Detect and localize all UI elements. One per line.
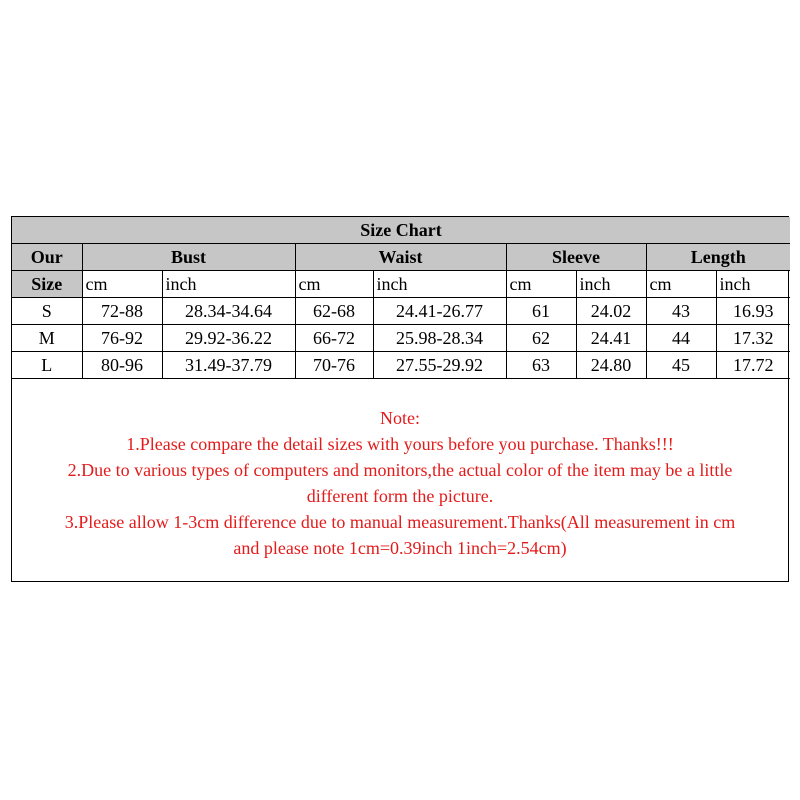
length-cm-cell: 44 bbox=[646, 325, 716, 352]
bust-inch-cell: 28.34-34.64 bbox=[162, 298, 295, 325]
note-line-2: 2.Due to various types of computers and monitors,the actual color of the item may be a little bbox=[67, 460, 733, 480]
sleeve-inch-cell: 24.02 bbox=[576, 298, 646, 325]
note-line-3-cont: and please note 1cm=0.39inch 1inch=2.54cm) bbox=[233, 538, 567, 558]
sleeve-cm-cell: 63 bbox=[506, 352, 576, 379]
note-line-1: 1.Please compare the detail sizes with yours before you purchase. Thanks!!! bbox=[126, 434, 674, 454]
unit-header: cm bbox=[295, 271, 373, 298]
size-chart bbox=[11, 216, 789, 582]
bust-inch-cell: 29.92-36.22 bbox=[162, 325, 295, 352]
unit-header: inch bbox=[576, 271, 646, 298]
length-header: Length bbox=[646, 244, 790, 271]
length-cm-cell: 45 bbox=[646, 352, 716, 379]
bust-cm-cell: 76-92 bbox=[82, 325, 162, 352]
table-row bbox=[12, 325, 790, 352]
waist-inch-cell: 25.98-28.34 bbox=[373, 325, 506, 352]
note-heading: Note: bbox=[380, 408, 420, 428]
unit-header: inch bbox=[162, 271, 295, 298]
unit-header: cm bbox=[506, 271, 576, 298]
unit-header: cm bbox=[82, 271, 162, 298]
bust-inch-cell: 31.49-37.79 bbox=[162, 352, 295, 379]
table-row bbox=[12, 298, 790, 325]
length-inch-cell: 16.93 bbox=[716, 298, 790, 325]
bust-header: Bust bbox=[82, 244, 295, 271]
waist-inch-cell: 27.55-29.92 bbox=[373, 352, 506, 379]
notes-block bbox=[12, 405, 788, 561]
waist-header: Waist bbox=[295, 244, 506, 271]
sleeve-inch-cell: 24.80 bbox=[576, 352, 646, 379]
unit-header: cm bbox=[646, 271, 716, 298]
table-row bbox=[12, 352, 790, 379]
size-label: L bbox=[12, 352, 82, 379]
unit-header: inch bbox=[716, 271, 790, 298]
size-label: S bbox=[12, 298, 82, 325]
waist-inch-cell: 24.41-26.77 bbox=[373, 298, 506, 325]
length-cm-cell: 43 bbox=[646, 298, 716, 325]
size-header-top: Our bbox=[12, 244, 82, 271]
sleeve-header: Sleeve bbox=[506, 244, 646, 271]
sleeve-inch-cell: 24.41 bbox=[576, 325, 646, 352]
length-inch-cell: 17.72 bbox=[716, 352, 790, 379]
unit-header: inch bbox=[373, 271, 506, 298]
waist-cm-cell: 66-72 bbox=[295, 325, 373, 352]
size-label: M bbox=[12, 325, 82, 352]
bust-cm-cell: 80-96 bbox=[82, 352, 162, 379]
size-header-bottom: Size bbox=[12, 271, 82, 298]
size-table bbox=[12, 217, 790, 379]
bust-cm-cell: 72-88 bbox=[82, 298, 162, 325]
sleeve-cm-cell: 62 bbox=[506, 325, 576, 352]
waist-cm-cell: 62-68 bbox=[295, 298, 373, 325]
waist-cm-cell: 70-76 bbox=[295, 352, 373, 379]
length-inch-cell: 17.32 bbox=[716, 325, 790, 352]
note-line-2-cont: different form the picture. bbox=[306, 486, 494, 506]
sleeve-cm-cell: 61 bbox=[506, 298, 576, 325]
table-title: Size Chart bbox=[12, 217, 790, 244]
note-line-3: 3.Please allow 1-3cm difference due to manual measurement.Thanks(All measurement in cm bbox=[64, 512, 736, 532]
